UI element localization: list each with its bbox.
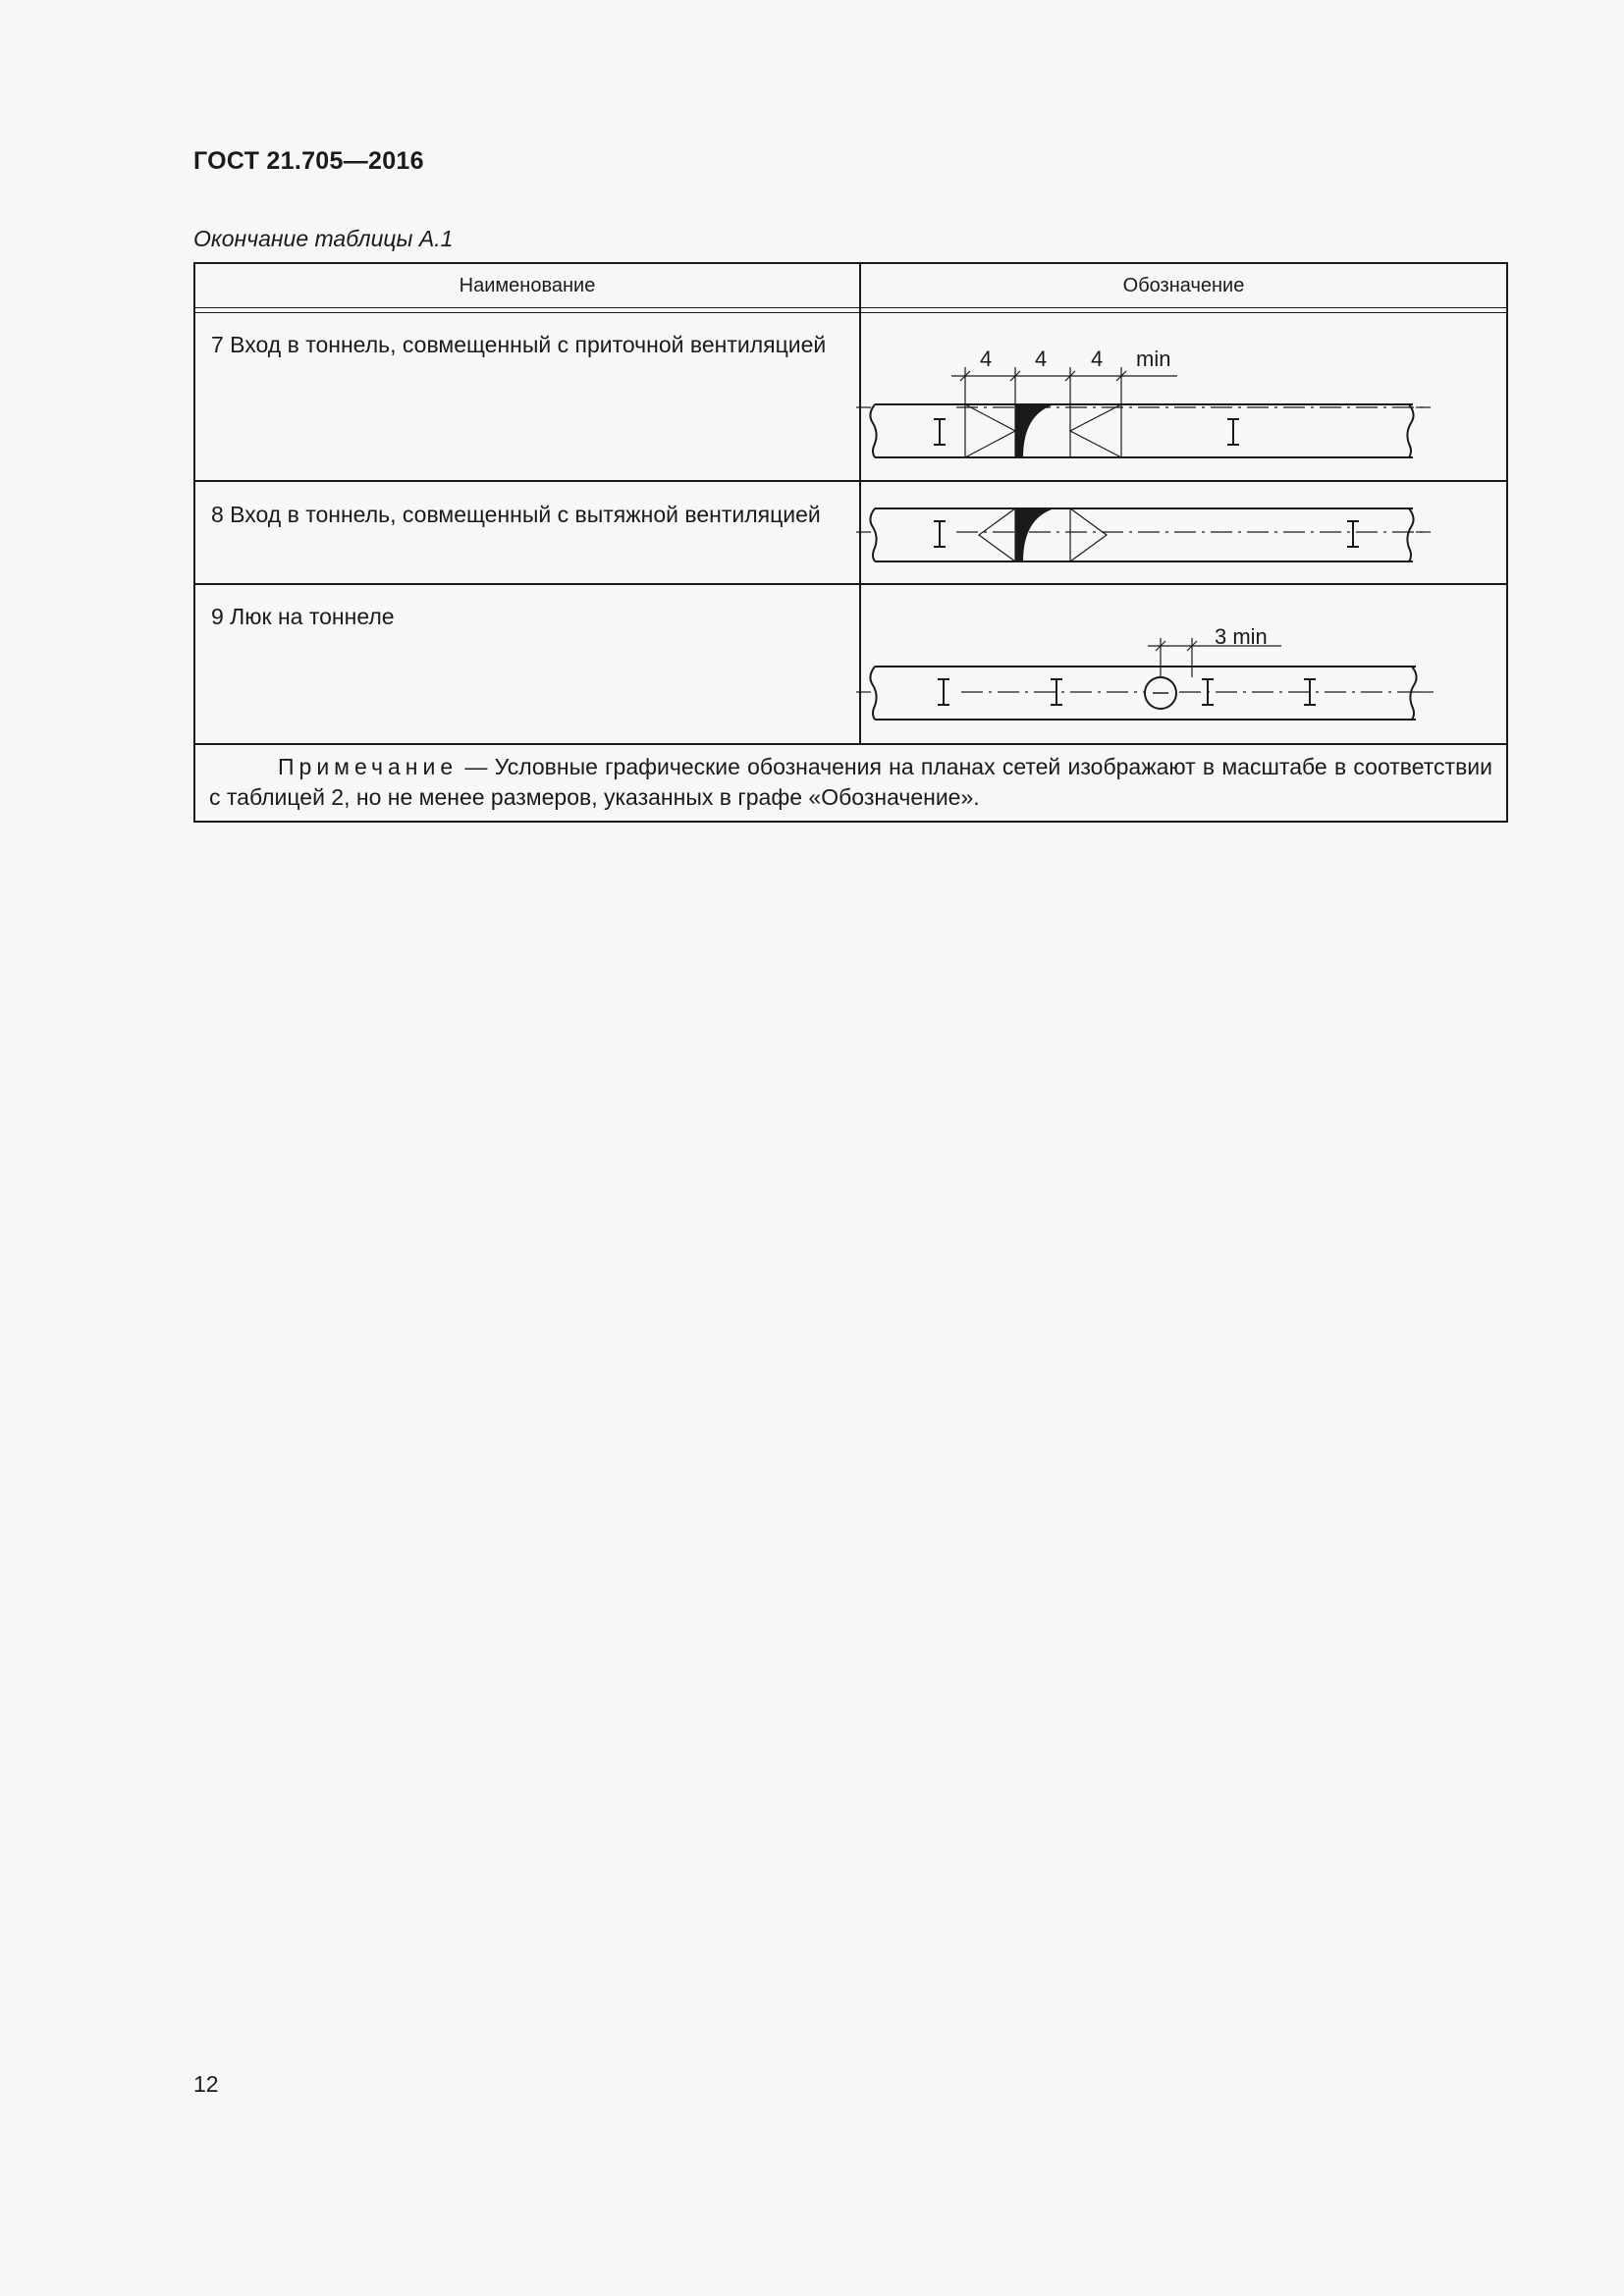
dim-label-3: 4 bbox=[1091, 347, 1104, 371]
tunnel-hatch-symbol bbox=[863, 583, 1508, 743]
symbols-table bbox=[193, 262, 1508, 823]
dim-label-4: min bbox=[1136, 347, 1171, 371]
supply-ventilation-entrance-symbol bbox=[863, 264, 1508, 480]
document-code: ГОСТ 21.705—2016 bbox=[193, 147, 424, 175]
row-divider-3 bbox=[195, 743, 1506, 745]
row-8-name: 8 Вход в тоннель, совмещенный с вытяжной вентиляцией bbox=[211, 502, 821, 527]
page-number: 12 bbox=[193, 2071, 219, 2097]
row-7-name: 7 Вход в тоннель, совмещенный с приточной вентиляцией bbox=[211, 332, 827, 357]
table-caption: Окончание таблицы А.1 bbox=[193, 226, 454, 251]
dim-label-2: 4 bbox=[1035, 347, 1048, 371]
note-text: — Условные графические обозначения на планах сетей изображают в масштабе в соответствии с таблицей 2, но не менее размеров, указанных в графе «Обозначение». bbox=[209, 754, 1492, 810]
row-9-name: 9 Люк на тоннеле bbox=[211, 604, 395, 629]
note-label: Примечание bbox=[278, 754, 459, 779]
dim-label-hatch: 3 min bbox=[1215, 624, 1268, 649]
column-header-name: Наименование bbox=[459, 275, 596, 296]
table-note bbox=[209, 752, 1492, 813]
column-divider bbox=[859, 264, 861, 743]
dim-label-1: 4 bbox=[980, 347, 993, 371]
column-header-symbol: Обозначение bbox=[1122, 275, 1245, 296]
exhaust-ventilation-entrance-symbol bbox=[863, 480, 1508, 583]
